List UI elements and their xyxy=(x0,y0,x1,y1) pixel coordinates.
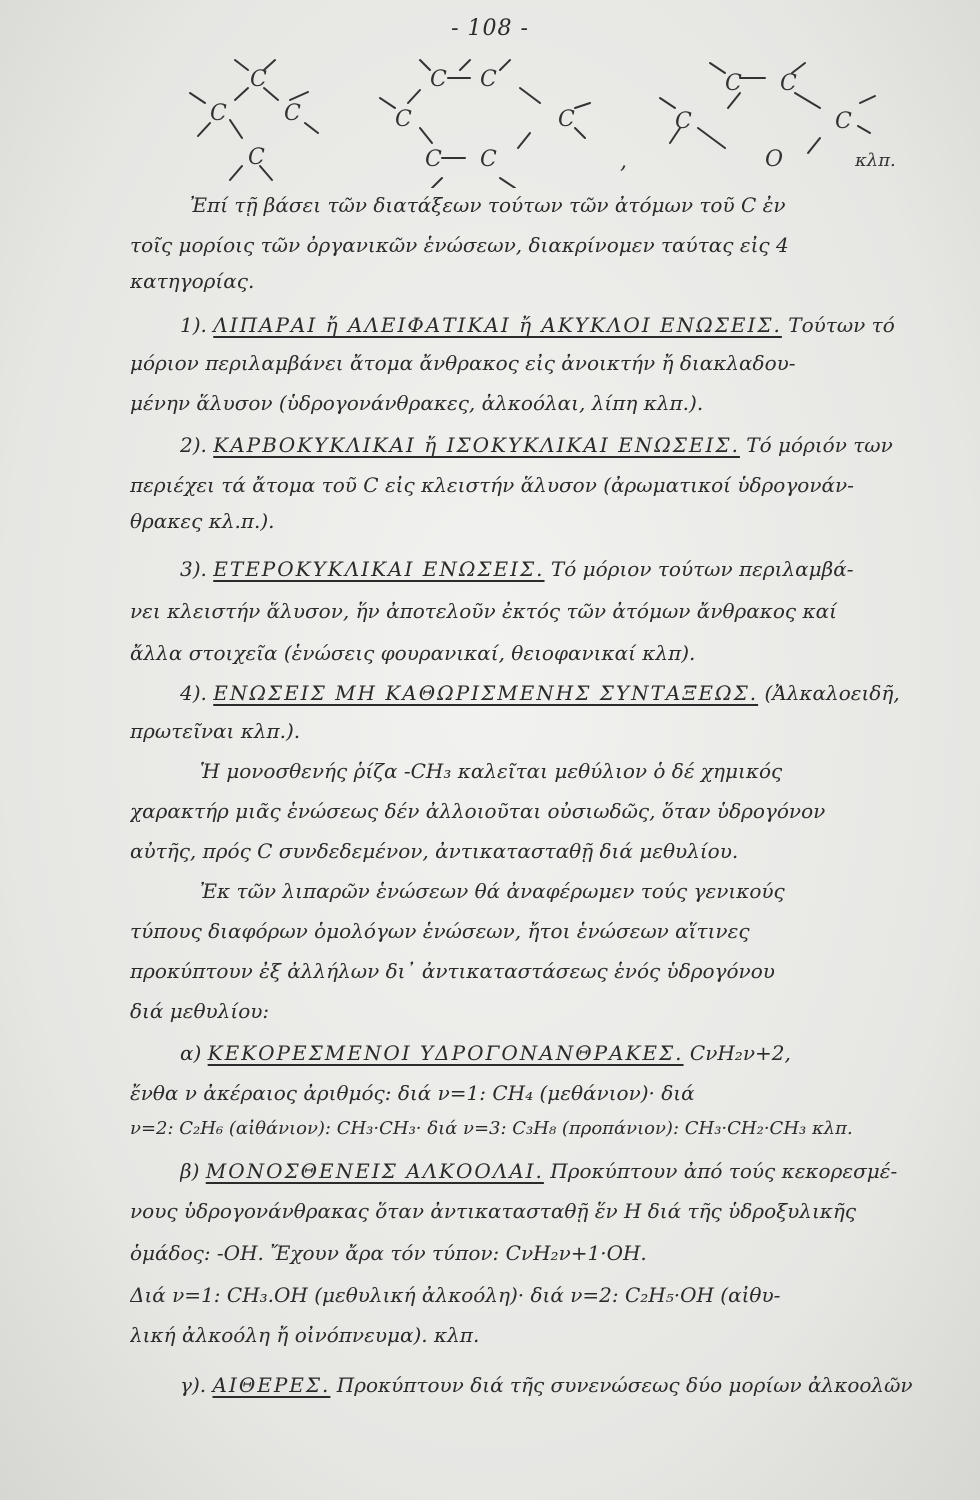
page-number: - 108 - xyxy=(451,16,529,41)
text-line: Ἡ μονοσθενής ῥίζα -CH₃ καλεῖται μεθύλιον ὁ δέ χημικός xyxy=(200,759,783,783)
atom-c: C xyxy=(425,147,442,172)
text-line: Διά ν=1: CH₃.OH (μεθυλική ἀλκοόλη)· διά ν=2: C₂H₅·OH (αἰθυ- xyxy=(130,1283,781,1307)
atom-c: C xyxy=(250,67,267,92)
section-text: (Ἀλκαλοειδῆ, xyxy=(764,681,900,705)
atom-c: C xyxy=(248,145,265,170)
etc-label: κλπ. xyxy=(855,150,896,171)
section-marker: 2). xyxy=(180,433,207,457)
item-text: Προκύπτουν ἀπό τούς κεκορεσμέ- xyxy=(550,1159,898,1183)
atom-c: C xyxy=(835,109,852,134)
atom-c: C xyxy=(210,101,227,126)
section-heading: ΕΤΕΡΟΚΥΚΛΙΚΑΙ ΕΝΩΣΕΙΣ. xyxy=(213,557,545,581)
item-marker: β) xyxy=(180,1159,200,1183)
atom-c: C xyxy=(558,107,575,132)
atom-c: C xyxy=(780,71,797,96)
text-line: θρακες κλ.π.). xyxy=(130,509,275,533)
atom-c: C xyxy=(480,147,497,172)
text-line: κατηγορίας. xyxy=(130,269,255,293)
item-heading: ΑΙΘΕΡΕΣ. xyxy=(212,1373,331,1397)
section-text: Τούτων τό xyxy=(788,313,895,337)
text-line: νους ὑδρογονάνθρακας ὅταν ἀντικατασταθῇ ἕν H διά τῆς ὑδροξυλικῆς xyxy=(130,1199,857,1223)
text-line: πρωτεῖναι κλπ.). xyxy=(130,719,301,743)
section-text: Τό μόριον τούτων περιλαμβά- xyxy=(550,557,854,581)
section-heading: ΕΝΩΣΕΙΣ ΜΗ ΚΑΘΩΡΙΣΜΕΝΗΣ ΣΥΝΤΑΞΕΩΣ. xyxy=(213,681,759,705)
text-line: αὐτῆς, πρός C συνδεδεμένον, ἀντικατασταθῇ διά μεθυλίου. xyxy=(130,839,739,863)
item-text: Προκύπτουν διά τῆς συνενώσεως δύο μορίων ἀλκοολῶν xyxy=(336,1373,913,1397)
text-line: τύπους διαφόρων ὁμολόγων ἑνώσεων, ἤτοι ἑνώσεων αἵτινες xyxy=(130,919,750,943)
text-line: Ἐκ τῶν λιπαρῶν ἑνώσεων θά ἀναφέρωμεν τούς γενικούς xyxy=(200,879,785,903)
atom-c: C xyxy=(395,107,412,132)
section-3-heading-line xyxy=(180,556,940,582)
item-heading: ΜΟΝΟΣΘΕΝΕΙΣ ΑΛΚΟΟΛΑΙ. xyxy=(205,1159,544,1183)
item-heading: ΚΕΚΟΡΕΣΜΕΝΟΙ ΥΔΡΟΓΟΝΑΝΘΡΑΚΕΣ. xyxy=(207,1041,684,1065)
text-line: Ἐπί τῇ βάσει τῶν διατάξεων τούτων τῶν ἀτόμων τοῦ C ἐν xyxy=(190,193,786,217)
text-line: ὁμάδος: -OH. Ἔχουν ἄρα τόν τύπον: CνH₂ν+1·OH. xyxy=(130,1241,647,1265)
separator: , xyxy=(620,149,627,174)
text-line: τοῖς μορίοις τῶν ὀργανικῶν ἑνώσεων, διακρίνομεν ταύτας εἰς 4 xyxy=(130,233,789,257)
text-line: λική ἀλκοόλη ἤ οἰνόπνευμα). κλπ. xyxy=(130,1323,480,1347)
section-4-heading-line xyxy=(180,680,940,706)
item-a-heading-line xyxy=(180,1040,940,1066)
section-text: Τό μόριόν των xyxy=(746,433,893,457)
item-b-heading-line xyxy=(180,1158,940,1184)
section-heading: ΚΑΡΒΟΚΥΚΛΙΚΑΙ ἤ ΙΣΟΚΥΚΛΙΚΑΙ ΕΝΩΣΕΙΣ. xyxy=(213,433,740,457)
text-line: περιέχει τά ἄτομα τοῦ C εἰς κλειστήν ἅλυσον (ἀρωματικοί ὑδρογονάν- xyxy=(130,473,854,497)
atom-c: C xyxy=(675,109,692,134)
section-marker: 1). xyxy=(180,313,207,337)
item-c-heading-line xyxy=(180,1372,940,1398)
structure-heterocycle xyxy=(660,63,875,153)
text-line: μένην ἅλυσον (ὑδρογονάνθρακες, ἀλκοόλαι, λίπη κλπ.). xyxy=(130,391,704,415)
atom-c: C xyxy=(480,67,497,92)
text-line: προκύπτουν ἐξ ἀλλήλων δι᾽ ἀντικαταστάσεως ἑνός ὑδρογόνου xyxy=(130,959,775,983)
text-line: μόριον περιλαμβάνει ἄτομα ἄνθρακος εἰς ἀνοικτήν ἤ διακλαδου- xyxy=(130,351,796,375)
section-marker: 4). xyxy=(180,681,207,705)
item-formula: CνH₂ν+2, xyxy=(689,1041,791,1065)
text-line: ἄλλα στοιχεῖα (ἑνώσεις φουρανικαί, θειοφανικαί κλπ). xyxy=(130,641,696,665)
atom-c: C xyxy=(725,71,742,96)
section-1-heading-line xyxy=(180,312,940,338)
text-line: ν=2: C₂H₆ (αἰθάνιον): CH₃·CH₃· διά ν=3: C₃H₈ (προπάνιον): CH₃·CH₂·CH₃ κλπ. xyxy=(130,1118,853,1139)
text-line: νει κλειστήν ἅλυσον, ἥν ἀποτελοῦν ἐκτός τῶν ἀτόμων ἄνθρακος καί xyxy=(130,599,837,623)
atom-c: C xyxy=(284,101,301,126)
section-2-heading-line xyxy=(180,432,940,458)
atom-oxygen: O xyxy=(765,147,784,172)
text-line: ἔνθα ν ἀκέραιος ἀριθμός: διά ν=1: CH₄ (μεθάνιον)· διά xyxy=(130,1081,695,1105)
text-line: χαρακτήρ μιᾶς ἑνώσεως δέν ἀλλοιοῦται οὐσιωδῶς, ὅταν ὑδρογόνον xyxy=(130,799,826,823)
section-marker: 3). xyxy=(180,557,207,581)
item-marker: α) xyxy=(180,1041,202,1065)
text-line: διά μεθυλίου: xyxy=(130,999,270,1023)
item-marker: γ). xyxy=(180,1373,207,1397)
atom-c: C xyxy=(430,67,447,92)
section-heading: ΛΙΠΑΡΑΙ ἤ ΑΛΕΙΦΑΤΙΚΑΙ ἤ ΑΚΥΚΛΟΙ ΕΝΩΣΕΙΣ. xyxy=(213,313,782,337)
carbon-structures-diagram xyxy=(180,48,920,188)
